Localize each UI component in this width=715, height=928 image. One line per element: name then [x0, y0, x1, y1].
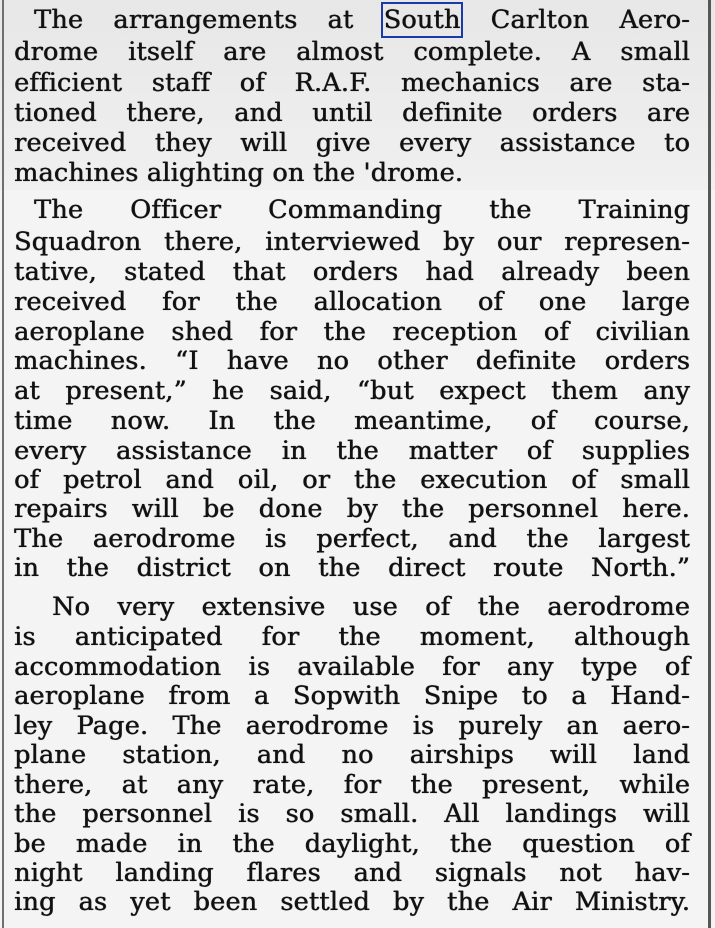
- text-line: be made in the daylight, the question of: [14, 829, 690, 859]
- text-line: aeroplane from a Sopwith Snipe to a Hand-: [14, 681, 690, 711]
- text-line: the personnel is so small. All landings will: [14, 799, 690, 829]
- text-line: efficient staff of R.A.F. mechanics are sta-: [14, 68, 690, 98]
- text-line: at present,” he said, “but expect them any: [14, 376, 690, 406]
- text-segment: The arrangements at: [34, 5, 384, 35]
- text-line: [34, 5, 690, 35]
- text-line: accommodation is available for any type of: [14, 652, 690, 682]
- text-line: there, at any rate, for the present, while: [14, 770, 690, 800]
- text-line: is anticipated for the moment, although: [14, 622, 690, 652]
- text-line: Squadron there, interviewed by our represen-: [14, 227, 690, 257]
- highlighted-word[interactable]: South: [383, 5, 461, 35]
- text-line: tative, stated that orders had already been: [14, 257, 690, 287]
- text-line: machines alighting on the 'drome.: [14, 158, 464, 188]
- text-line: received for the allocation of one large: [14, 287, 690, 317]
- text-line: The Officer Commanding the Training: [34, 195, 690, 225]
- text-line: repairs will be done by the personnel here.: [14, 494, 690, 524]
- text-line: The aerodrome is perfect, and the largest: [14, 524, 690, 554]
- text-line: aeroplane shed for the reception of civilian: [14, 317, 690, 347]
- text-line: received they will give every assistance to: [14, 128, 690, 158]
- text-line: every assistance in the matter of supplies: [14, 436, 690, 466]
- text-line: ing as yet been settled by the Air Ministry.: [14, 887, 690, 917]
- text-line: No very extensive use of the aerodrome: [52, 592, 690, 622]
- text-line: night landing flares and signals not hav-: [14, 858, 690, 888]
- text-line: in the district on the direct route North.”: [14, 553, 690, 583]
- text-line: drome itself are almost complete. A small: [14, 37, 690, 67]
- text-line: tioned there, and until definite orders are: [14, 98, 690, 128]
- text-line: ley Page. The aerodrome is purely an aero-: [14, 711, 690, 741]
- text-line: plane station, and no airships will land: [14, 740, 690, 770]
- text-segment: Carlton Aero-: [460, 5, 690, 35]
- text-line: time now. In the meantime, of course,: [14, 406, 690, 436]
- text-line: machines. “I have no other definite orders: [14, 346, 690, 376]
- text-line: of petrol and oil, or the execution of small: [14, 465, 690, 495]
